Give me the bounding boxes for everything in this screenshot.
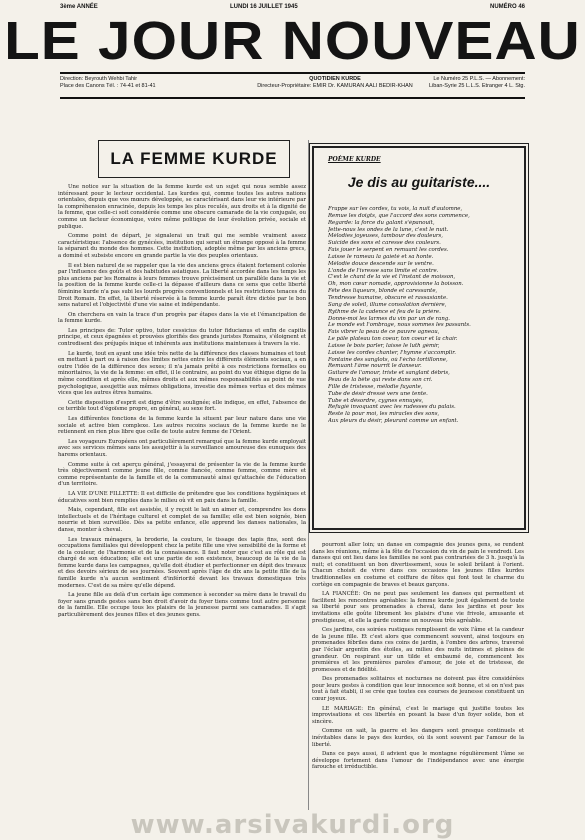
poem-line: Frappe sur les cordes, tu vois, la nuit d'automne, xyxy=(328,206,463,212)
article-paragraph: LE MARIAGE: En général, c'est le mariage qui justifie toutes les improvisations et ces libertés en posant la base d'un foyer solide, bon et sincère. xyxy=(312,705,524,725)
poem-line: Fontaine des sanglots, où l'écho tortillonne, xyxy=(328,356,448,363)
year-label: 3ème ANNÉE xyxy=(60,4,98,10)
poem-lines xyxy=(328,206,510,425)
article-paragraph: Cette disposition d'esprit est digne d'être soulignée; elle indique, en effet, l'absence de ce terrible tout d'égoïsme propre, en général, au sexe fort. xyxy=(58,399,306,413)
article-paragraph: Une notice sur la situation de la femme kurde est un sujet qui nous semble assez intéressant pour le lecteur occidental. Les kurdes qui, comme toutes les autres nations orientales, depuis que vos mœurs développée, se caractérisant dans leur vie intérieure par la compréhension enracinée, depuis les temps les plus reculés, aux droits et à la dignité de la femme, que celle-ci soit considérée comme une obscure camarade de la vie conjugale, ou comme un facteur économique, voire même politique de leur évolution privée, sociale et publique. xyxy=(58,184,306,230)
poem-line: Tendresse humaine, obscure et rassasiante. xyxy=(328,294,448,301)
poem-title: Je dis au guitariste.... xyxy=(347,174,491,190)
article-paragraph: LA VIE D'UNE FILLETTE: Il est difficile de prétendre que les conditions hygiéniques et éducatives sont bien remplies dans le milieu où vit en paix dans la famille. xyxy=(58,490,306,504)
article-paragraph: Les travaux ménagers, la broderie, la couture, le tissage des tapis fins, sont des occupations familiales qui développent chez la petite fille une vive sensibilité de la forme et de la couleur, de l'harmonie et de la connaissance. Il faut noter que c'est au rôle qui est chargé de son éducation; elle est une partie de son existence, beaucoup de la vie de la femme kurde dans les campagnes, qu'elle doit étudier et perfectionner en dépit des travaux et des devoirs sérieux de ses journées. Souvent après l'âge de dix ans la petite fille de la famille kurde n'a aucun sentiment d'infériorité devant les travaux domestiques très modernes. C'est de sa mère qu'elle dépend. xyxy=(58,536,306,589)
poem-line: Laisse le rameau la gaieté et sa honte. xyxy=(328,253,434,260)
poem-line: Guitare de l'amour, triste et sanglant débris, xyxy=(328,370,450,377)
poem-line: Aux pleurs du désir, pleurant comme un enfant. xyxy=(328,418,459,425)
poem-line: Tube et désordre, cygnes ennuyés, xyxy=(328,397,424,404)
article-paragraph: Les principes de: Tutor optivo, tutor cessicius du tutor fiducianus et enfin de capitis principe, et ceux épagnées et prouvées glorifiés des grands juristes Romains, s'éloignent et contredisent des préjugés inique et inhérents aux institutions maintenues à travers la vie. xyxy=(58,327,306,348)
article-paragraph: pourront aller loin; un danse en compagnie des jeunes gens, se rendent dans les réunions, même à la fête de l'occasion du vin de pain le vendredi. Les danses qui ont lieu dans les familles ne sont pas contrariées de 3 h. jusqu'à la nuit; et constituent un bon divertissement, sous le soleil brûlant à l'orient. Chacun choisit de vivre dans ces occasions les jeunes filles kurdes traditionnelles en costume et coiffure de fêtes qui font tout le charme du cortège en compagnie de braves et beaux garçons. xyxy=(312,542,524,588)
article-paragraph: Comme suite à cet aperçu général, j'essayerai de présenter la vie de la femme kurde très objectivement comme jeune fille, comme fiancée, comme femme, comme mère et comme représentante de la famille et de la communauté ainsi qu'attachée de l'éducation d'un territoire. xyxy=(58,461,306,488)
poem-line: Suicide des sons et caresse des couleurs. xyxy=(328,240,441,247)
poem-line: Oh, mon cœur nomade, approvisionne la boisson. xyxy=(328,281,464,288)
article-paragraph: Ces jardins, ces soirées rustiques remplissent de voix l'âme et la candeur de la jeune fille. Et c'est alors que commencent souvent, ainsi toujours en promenades fébriles dans ces coins de jardin, à l'ombre des arbres, traversé par l'éclair argentin des étoiles, au milieu des nuits intimes et pleines de grandeur. On respirant sur un tilde et embaumé de, commencent les premières et les premières paroles d'amour, de joie et de tristesse, de promesses et de fidélité. xyxy=(312,627,524,673)
issue-date: LUNDI 16 JUILLET 1945 xyxy=(230,4,298,10)
subscription-text: Liban-Syrie 25 L.L.S. Etranger 4 L. Stg. xyxy=(428,83,525,89)
poem-line: Fais vibrer la peau de ce pauvre agneau, xyxy=(328,329,440,336)
article-paragraph: LA FIANCÉE: On ne peut pas seulement les danses qui permettent et facilitent les rencontres agréables: la femme kurde jouit également de toute sa liberté pour ses promenades à cheval, dans les jardins et pour les invitations elle goûte librement les plaisirs d'une vie frivole, amusante et prestigieuse, et elle la garde comme un nouveau très agréable. xyxy=(312,591,524,624)
poem-line: Le monde est l'ombrage, nous sommes les passants. xyxy=(328,322,471,329)
article-title: LA FEMME KURDE xyxy=(110,149,278,168)
poem-line: Sang de soleil, illume consolation dernière, xyxy=(328,301,447,308)
left-article-body xyxy=(58,184,306,809)
article-paragraph: Mais, cependant, fille est assistée, il y reçoit le lait un aimer et, comprendre les dons intellectuels et de l'héritage culturel et complet de sa famille; elle est bien soignée, bien nourrie et bien surveillée. Dès sa petite enfance, elle apprend les danses nationales, la danse, monter à cheval. xyxy=(58,507,306,533)
poem-line: Rythme de la cadence et feu de la prière. xyxy=(328,308,441,315)
publication-price xyxy=(400,76,525,90)
article-paragraph: La jeune fille au delà d'un certain âge commence à seconder sa mère dans le travail du foyer sans grands gestes sans bon droit d'avoir du foyer tiens comme tout autre personne de la famille. Elle occupe tous les plaisirs de la jeunesse parmi ses camarades. Il s'agit particulièrement des jeunes filles et des jeunes gens. xyxy=(58,592,306,619)
poem-line: Donne-moi les larmes du vin par un de rang. xyxy=(328,315,450,322)
article-paragraph: Le kurde, tout en ayant une idée très nette de la différence des classes humaines et tout en mettant à part ou à raison des limites nettes entre les différents éléments sociaux, a en outre l'idée de la différence des sexes; il n'a jamais prêté à ces restrictions formelles ou minoritaires, la vie de la femme: en effet, il le contraire, au point du vue éthique digne de la même condition et après elle, mêmes droits et aux mêmes responsabilités au point de vue psychologique, assujettie aux mêmes obligations, investie des mêmes vertus et des mêmes vices que les autres êtres humains. xyxy=(58,350,306,397)
direction-text: Direction: Beyrouth Wehbi Tahir xyxy=(60,76,138,82)
poem-line: Jette-nous les ondes de la lune, c'est le nuit. xyxy=(328,226,449,233)
poem-line: Mélodie douce descende sur le ventre. xyxy=(328,260,434,267)
poem-line: Tube de désir dressé vers une tente. xyxy=(328,390,428,397)
article-paragraph: Il est bien naturel de se rappeler que la vie des anciens grecs étaient fortement colorée par l'influence des goûts et des habitudes asiatiques. La liberté accordée dans les temps les plus anciens par les Romains à leurs femmes trouve précisément un parallèle dans la vie et la position de la femme kurde celle-ci la dépasse d'ailleurs dans ce sens que cette liberté féminine kurde n'a pas subi les lourds progrès conventionnels et les restrictions tenaces du Droit Romain. En effet, la liberté réservée à la femme kurde paraît être dictée par le bon sens naturel et l'objectivité d'une vie saine et indépendante. xyxy=(58,262,306,309)
poem-line: Laisse les cordes chanter, l'hymne s'accomplir. xyxy=(328,349,456,356)
poem-box xyxy=(312,146,526,530)
poem-line: Remuant l'âme nourrit le danseur. xyxy=(328,363,422,370)
masthead-rule-bottom xyxy=(60,97,525,99)
article-paragraph: Dans ce pays aussi, il advient que le montagne régulièrement l'âme se développe fortement dans l'amour de l'indépendance avec une énergie farouche et irréductible. xyxy=(312,751,524,771)
poem-line: Mélodies joyeuses, tambour des douleurs, xyxy=(328,233,443,240)
publication-info xyxy=(60,76,525,96)
address-text: Place des Canons Tél. : 74-41 et 81-41 xyxy=(60,83,156,89)
publication-address xyxy=(60,76,190,90)
column-divider xyxy=(308,140,309,810)
poem-line: Le pâle plateau ton coeur, ton coeur et la chair. xyxy=(328,336,458,343)
director-text: Directeur-Propriétaire: EMIR Dr. KAMURAN AALI BEDIR-KHAN xyxy=(257,83,413,89)
poem-line: Laisse le bois parler, laisse le luth gémir, xyxy=(328,342,440,349)
price-text: Le Numéro 25 P.L.S. — Abonnement: xyxy=(433,76,525,82)
poem-line: Peau de la bête qui reste dans son cri. xyxy=(328,377,433,384)
poem-label: POÈME KURDE xyxy=(328,156,381,163)
article-paragraph: Comme point de départ, je signalerai un trait qui me semble vraiment assez caractéristique: l'absence de gynécées, institution qui serait un étrange opposé à la femme la séparant du monde des hommes. Cette institution, adoptée même par les anciens grecs, a dominé et subsiste encore en grande partie la vie des peuples orientaux. xyxy=(58,233,306,259)
poem-line: Fille de tristesse, mélodie fuyante, xyxy=(328,383,423,390)
masthead-rule-top xyxy=(60,72,525,74)
issue-number: NUMÉRO 46 xyxy=(489,4,525,10)
article-paragraph: Comme on sait, la guerre et les dangers sont presque continuels et inévitables dans le pays des kurdes, où ils sont souvent par l'amour de la liberté. xyxy=(312,728,524,748)
article-paragraph: Les différentes fonctions de la femme kurde la situent par leur nature dans une vie sociale et active bien complexe. Les autres recoins sociaux de la femme kurde ne le retiennent en rien plus libre que celle de toute autre femme de l'Orient. xyxy=(58,416,306,436)
article-paragraph: Les voyageurs Européens ont particulièrement remarqué que la femme kurde employait avec ses services mêmes sans les assujettir à la surveillance amoureuse des eunuques des harems orientaux. xyxy=(58,438,306,458)
masthead-title: LE JOUR NOUVEAU xyxy=(4,11,581,71)
article-title-box xyxy=(98,140,290,178)
poem-line: C'est le chant de la vie et l'instant de moisson, xyxy=(328,274,456,281)
daily-label: QUOTIDIEN KURDE xyxy=(309,76,361,82)
poem-line: Remue les doigts, que l'accord des sons commence, xyxy=(328,212,470,219)
poem-line: Refugié invoquant avec les rudesses du palais. xyxy=(328,404,456,411)
poem-line: Regarde: la force du galant s'épanouit, xyxy=(328,219,435,226)
poem-line: Fête des liqueurs, blonde et caressante, xyxy=(328,288,438,295)
article-paragraph: On cherchera en vain la trace d'un progrès par étapes dans la vie et l'émancipation de la femme kurde. xyxy=(58,311,306,325)
watermark-text: www.arsivakurdi.org xyxy=(130,810,455,840)
article-paragraph: Des promenades solitaires et nocturnes ne doivent pas être considérées pour leurs gestes à condition que leur innocence soit bonne, et si on n'est pas tout à fait établi, il se crée que toutes ces courses de jeunesse constituent un cœur joyeux. xyxy=(312,676,524,703)
right-article-body xyxy=(312,542,524,810)
poem-line: Reste là pour moi, les miracles des sons, xyxy=(328,411,440,418)
poem-line: L'onde de l'ivresse sans limite et contre. xyxy=(328,267,439,274)
poem-line: Fais jouer le serpent en remuant les cordes. xyxy=(328,247,449,254)
